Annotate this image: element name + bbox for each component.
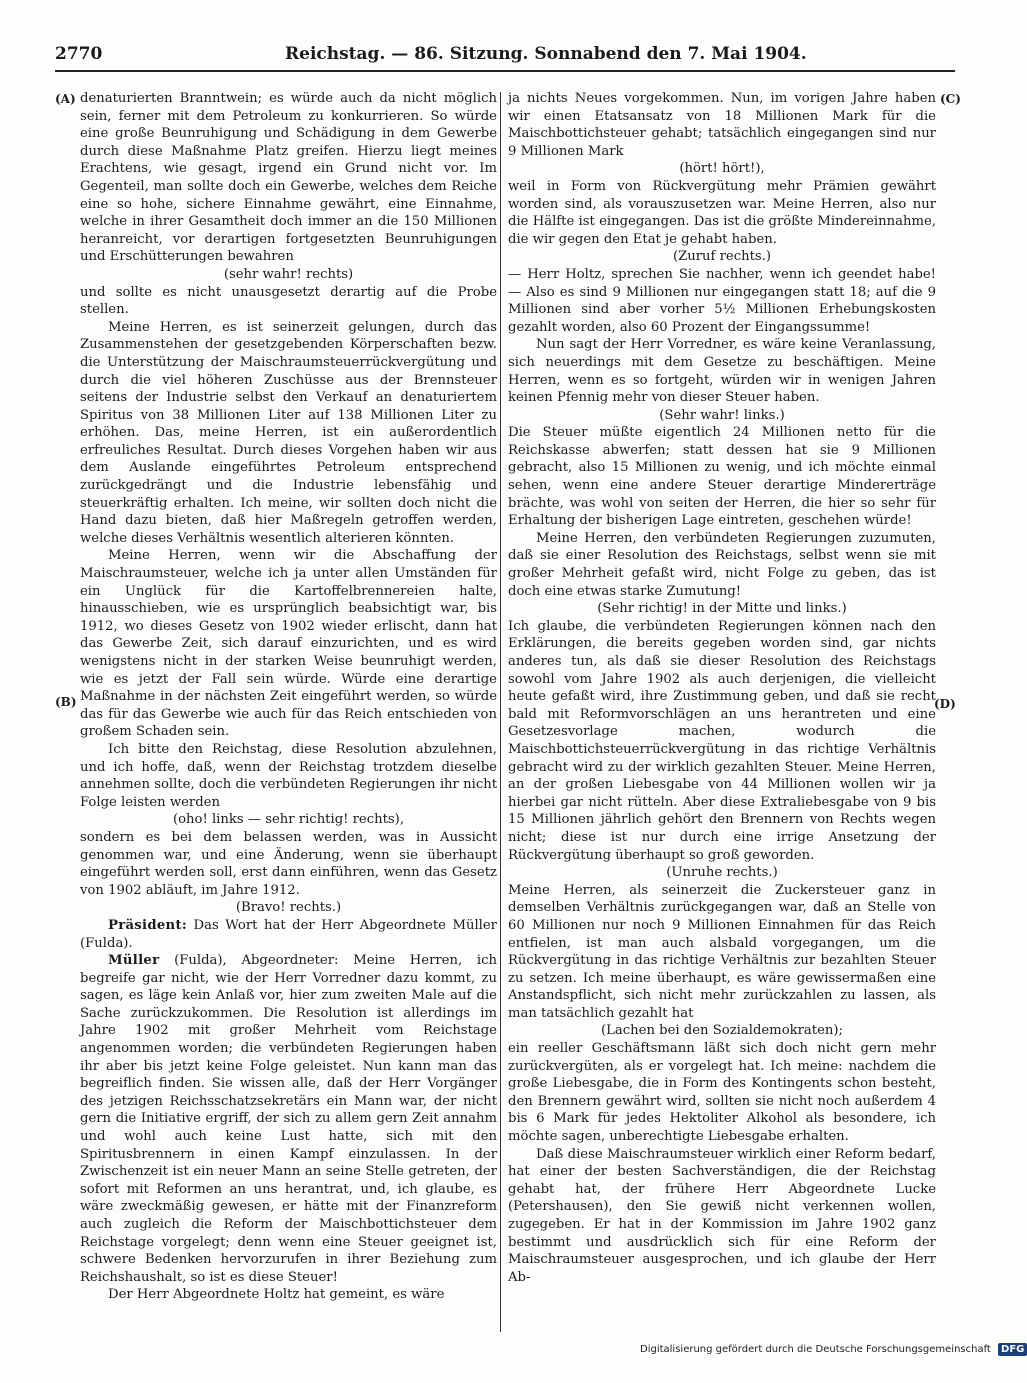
column-separator <box>500 92 501 1332</box>
paragraph: Meine Herren, den verbündeten Regierungen zuzumuten, daß sie einer Resolution des Reichstags, selbst wenn sie mit großer Mehrheit gefaßt wird, nicht Folge zu geben, das ist doch eine etwas starke Zumutung! <box>508 530 936 599</box>
paragraph: ein reeller Geschäftsmann läßt sich doch nicht gern mehr zurückvergüten, als er vorgelegt hat. Ich meine: nachdem die große Liebesgabe, die in Form des Kontingents schon besteht, den Brennern gewährt wird, sollten sie nicht noch außerdem 4 bis 6 Mark für jedes Hektoliter Alkohol als besondere, ich möchte sagen, unberechtigte Liebesgabe erhalten. <box>508 1041 936 1145</box>
paragraph: sondern es bei dem belassen werden, was in Aussicht genommen war, und eine Änderung, wenn sie überhaupt eingeführt werden soll, erst dann einführen, wenn das Gesetz von 1902 abläuft, im Jahre 1912. <box>80 829 497 898</box>
margin-mark-d: (D) <box>934 697 956 711</box>
interjection: (sehr wahr! rechts) <box>223 266 354 282</box>
paragraph: Meine Herren, als seinerzeit die Zuckersteuer ganz in demselben Verhältnis zurückgegangen war, daß an Stelle von 60 Millionen nur noch 9 Millionen Einnahmen für das Reich entfielen, ist man auch alsbald vorgegangen, um die Rückvergütung in das richtige Verhältnis zur bezahlten Steuer zu setzen. Ich meine überhaupt, es wäre gewissermaßen eine Anstandspflicht, sich nicht mehr zurückzahlen zu lassen, als man tatsächlich gezahlt hat <box>508 882 936 1021</box>
interjection: (Zuruf rechts.) <box>672 249 772 265</box>
header-rule <box>55 70 955 72</box>
margin-mark-a: (A) <box>55 92 76 106</box>
paragraph: Ich glaube, die verbündeten Regierungen können nach den Erklärungen, die bereits gegeben worden sind, gar nichts anderes tun, als daß sie dieser Resolution des Reichstags sowohl vom Jahre 1902 als auch derjenigen, die vielleicht heute gefaßt wird, ihre Zustimmung geben, und daß sie recht bald mit Reformvorschlägen an uns herantreten und eine Gesetzesvorlage machen, wodurch die Maischbottichsteuerrückvergütung in das richtige Verhältnis gebracht wird zu der wirklich gezahlten Steuer. Meine Herren, an der großen Liebesgabe von 44 Millionen wollen wir ja hierbei gar nicht rütteln. Aber diese Extraliebesgabe von 9 bis 15 Millionen jährlich gehört den Brennern von Rechts wegen nicht; diese ist nur durch eine irrige Ansetzung der Rückvergütung überhaupt so groß geworden. <box>508 618 936 863</box>
paragraph: denaturierten Branntwein; es würde auch da nicht möglich sein, ferner mit dem Petroleum zu konkurrieren. So würde eine große Beunruhigung und Schädigung in dem Gewerbe durch diese Maßnahme Platz greifen. Hierzu liegt meines Erachtens, wie gesagt, irgend ein Grund nicht vor. Im Gegenteil, man sollte doch ein Gewerbe, welches dem Reiche eine so hohe, sichere Einnahme gewährt, eine Einnahme, welche in ihrer Gesamtheit doch immer an die 150 Millionen heranreicht, vor derartigen fortgesetzten Beunruhigungen und Erschütterungen bewahren <box>80 91 497 265</box>
paragraph: weil in Form von Rückvergütung mehr Prämien gewährt worden sind, als vorauszusetzen war. Meine Herren, also nur die Hälfte ist eingegangen. Das ist die größte Mindereinnahme, die wir gegen den Etat je gehabt haben. <box>508 178 936 247</box>
interjection: (Bravo! rechts.) <box>235 900 342 916</box>
page-header <box>55 44 955 68</box>
speech-text: Das Wort hat der Herr Abgeordnete Müller (Fulda). <box>80 917 497 951</box>
dfg-logo: DFG <box>998 1343 1027 1356</box>
paragraph: Nun sagt der Herr Vorredner, es wäre keine Veranlassung, sich neuerdings mit dem Gesetze zu beschäftigen. Meine Herren, wenn es so fortgeht, würden wir in wenigen Jahren keinen Pfennig mehr von dieser Steuer haben. <box>508 337 936 406</box>
paragraph <box>80 952 497 1286</box>
speaker-name: Präsident: <box>108 917 188 933</box>
paragraph <box>80 917 497 952</box>
paragraph: und sollte es nicht unausgesetzt derartig auf die Probe stellen. <box>80 284 497 318</box>
interjection: (Sehr wahr! links.) <box>659 407 785 423</box>
paragraph: ja nichts Neues vorgekommen. Nun, im vorigen Jahre haben wir einen Etatsansatz von 18 Millionen Mark für die Maischbottichsteuer gehabt; tatsächlich eingegangen sind nur 9 Millionen Mark <box>508 91 936 159</box>
interjection: (hört! hört!), <box>679 161 765 177</box>
paragraph: Meine Herren, es ist seinerzeit gelungen, durch das Zusammenstehen der gesetzgebenden Körperschaften bezw. die Unterstützung der Maischraumsteuerrückvergütung und durch die viel höheren Zuschüsse aus der Brennsteuer seitens der Industrie selbst den Verkauf an denaturiertem Spiritus von 38 Millionen Liter auf 138 Millionen Liter zu erhöhen. Das, meine Herren, ist ein außerordentlich erfreuliches Resultat. Durch dieses Vorgehen haben wir aus dem Auslande eingeführtes Petroleum entsprechend zurückgedrängt und die Industrie lebensfähig und steuerkräftig erhalten. Ich meine, wir sollten doch nicht die Hand dazu bieten, daß hier Maßregeln getroffen werden, welche dieses Verhältnis wesentlich alterieren könnten. <box>80 319 497 546</box>
speaker-name: Müller <box>108 953 160 969</box>
interjection: (Unruhe rechts.) <box>666 865 778 881</box>
margin-mark-c: (C) <box>940 92 961 106</box>
interjection: (oho! links — sehr richtig! rechts), <box>172 812 405 828</box>
page-title: Reichstag. — 86. Sitzung. Sonnabend den 7. Mai 1904. <box>285 44 807 64</box>
interjection: (Sehr richtig! in der Mitte und links.) <box>597 601 847 617</box>
interjection: (Lachen bei den Sozialdemokraten); <box>601 1023 843 1039</box>
right-column <box>508 90 936 1286</box>
left-column <box>80 90 497 1304</box>
paragraph: Die Steuer müßte eigentlich 24 Millionen netto für die Reichskasse abwerfen; statt dessen hat sie 9 Millionen gebracht, also 15 Millionen zu wenig, und ich möchte einmal sehen, wenn eine andere Steuer derartige Mindererträge brächte, was wohl von seiten der Herren, die hier so sehr für Erhaltung der bisherigen Lage eintreten, geschehen würde! <box>508 425 936 529</box>
page-number: 2770 <box>55 44 103 64</box>
footer-text: Digitalisierung gefördert durch die Deutsche Forschungsgemeinschaft <box>640 1344 991 1355</box>
paragraph: Daß diese Maischraumsteuer wirklich einer Reform bedarf, hat einer der besten Sachverständigen, die der Reichstag gehabt hat, der frühere Herr Abgeordnete Lucke (Petershausen), den Sie gewiß nicht verkennen wollen, zugegeben. Er hat in der Kommission im Jahre 1902 ganz bestimmt und ausdrücklich sich für eine Reform der Maischraumsteuer ausgesprochen, und ich glaube der Herr Ab- <box>508 1146 936 1285</box>
paragraph: Ich bitte den Reichstag, diese Resolution abzulehnen, und ich hoffe, daß, wenn der Reichstag trotzdem dieselbe annehmen sollte, doch die verbündeten Regierungen ihr nicht Folge leisten werden <box>80 741 497 810</box>
footer-credit <box>640 1343 1027 1356</box>
paragraph: — Herr Holtz, sprechen Sie nachher, wenn ich geendet habe! — Also es sind 9 Millionen nur eingegangen statt 18; auf die 9 Millionen sind aber vorher 5½ Millionen Erhebungskosten gezahlt worden, also 60 Prozent der Eingangssumme! <box>508 266 936 335</box>
paragraph: Meine Herren, wenn wir die Abschaffung der Maischraumsteuer, welche ich ja unter allen Umständen für ein Unglück für die Kartoffelbrennereien halte, hinausschieben, wie es ursprünglich beabsichtigt war, bis 1912, wo dieses Gesetz von 1902 wieder erlischt, dann hat das Gewerbe Zeit, sich darauf einzurichten, und es wird wenigstens nicht in der starken Weise beunruhigt werden, wie es jetzt der Fall sein würde. Würde eine derartige Maßnahme in der nächsten Zeit eingeführt werden, so würde das für das Gewerbe wie auch für das Reich entschieden von großem Schaden sein. <box>80 548 497 740</box>
margin-mark-b: (B) <box>55 695 77 709</box>
speech-text: (Fulda), Abgeordneter: Meine Herren, ich begreife gar nicht, wie der Herr Vorredner dazu kommt, zu sagen, es läge kein Anlaß vor, hier zum zweiten Male auf die Sache zurückzukommen. Die Resolution ist allerdings im Jahre 1902 mit großer Mehrheit vom Reichstage angenommen worden; die verbündeten Regierungen haben ihr aber bis jetzt keine Folge geleistet. Nun kann man das begreiflich finden. Sie wissen alle, daß der Herr Vorgänger des jetzigen Reichsschatzsekretärs ein Mann war, der nicht gern die Initiative ergriff, der sich zu allem gern Zeit annahm und wohl auch keine Lust hatte, sich mit den Spiritusbrennern in einen Kampf einzulassen. In der Zwischenzeit ist ein neuer Mann an seine Stelle getreten, der sofort mit Reformen an uns herantrat, und, ich glaube, es wäre zweckmäßig gewesen, er hätte mit der Finanzreform auch zugleich die Reform der Maischbottichsteuer dem Reichstage vorgelegt; denn wenn eine Steuer geeignet ist, schwere Bedenken hervorzurufen in ihrer Beziehung zum Reichshaushalt, so ist es diese Steuer! <box>80 953 497 1285</box>
paragraph: Der Herr Abgeordnete Holtz hat gemeint, es wäre <box>108 1287 445 1303</box>
